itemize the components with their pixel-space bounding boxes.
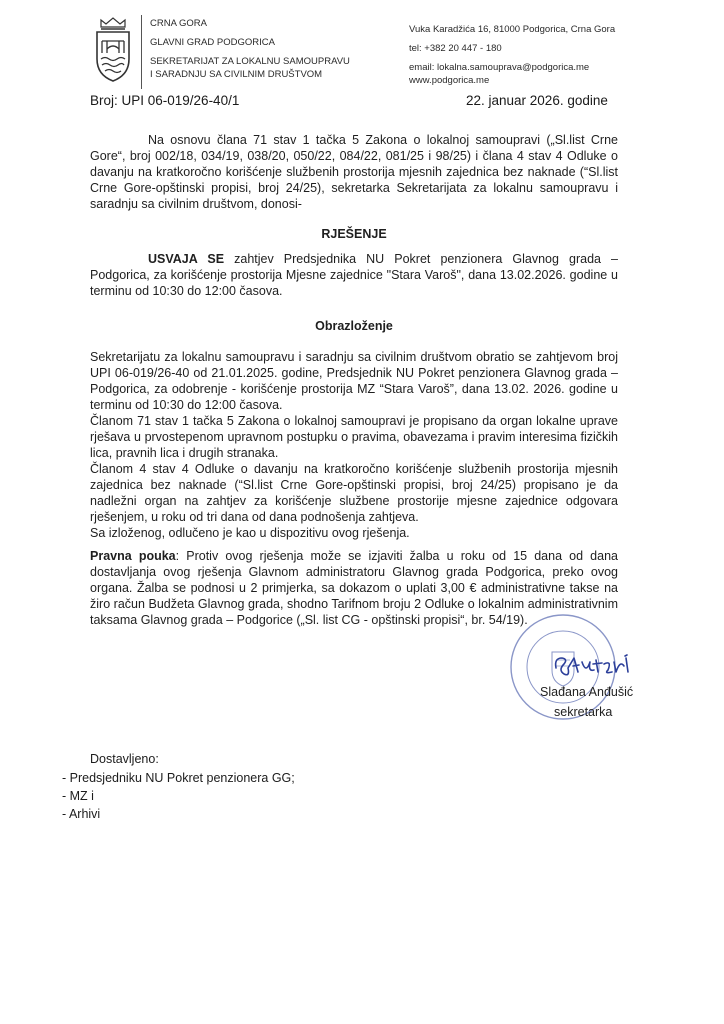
decision-lead: USVAJA SE xyxy=(148,252,225,266)
delivery-item: - Predsjedniku NU Pokret penzionera GG; xyxy=(62,771,295,785)
coat-of-arms-logo xyxy=(93,17,133,83)
document-date: 22. januar 2026. godine xyxy=(466,93,608,108)
issuer-line: GLAVNI GRAD PODGORICA xyxy=(150,37,275,48)
delivery-list xyxy=(62,770,295,822)
delivery-item: - MZ i xyxy=(62,789,94,803)
issuer-line: SEKRETARIJAT ZA LOKALNU SAMOUPRAVU xyxy=(150,56,350,67)
intro-paragraph: Na osnovu člana 71 stav 1 tačka 5 Zakona o lokalnoj samoupravi („Sl.list Crne Gore“, broj 002/18, 034/19, 038/20, 050/22, 084/22, 081/25 i 98/25) i člana 4 stav 4 Odluke o davanju na kratkoročno korišćenje službenih prostorija mjesnih zajednica bez naknade (“Sl.list Crne Gore-opštinski propisi, broj 24/25), sekretarka Sekretarijata za lokalnu samoupravu i saradnju sa civilnim društvom, donosi- xyxy=(90,133,618,211)
contact-block xyxy=(409,23,615,88)
website-text: www.podgorica.me xyxy=(409,75,490,86)
phone-text: tel: +382 20 447 - 180 xyxy=(409,43,502,54)
decision-text: zahtjev Predsjednika NU Pokret penzionera Glavnog grada – Podgorica, za korišćenje prostorija Mjesne zajednice "Stara Varoš", dana 13.02.2026. godine u terminu od 10:30 do 12:00 časova. xyxy=(90,252,618,298)
email-text: email: lokalna.samouprava@podgorica.me xyxy=(409,62,590,73)
reasoning-paragraph: Članom 71 stav 1 tačka 5 Zakona o lokalnoj samoupravi je propisano da organ lokalne uprave rješava u prvostepenom upravnom postupku o pravima, obavezama i pravim interesima fizičkih lica, pravnih lica i drugih stranaka. xyxy=(90,414,618,460)
decision-title-text: RJEŠENJE xyxy=(321,227,387,241)
address-text: Vuka Karadžića 16, 81000 Podgorica, Crna Gora xyxy=(409,24,616,35)
decision-paragraph xyxy=(90,251,618,299)
issuer-line: CRNA GORA xyxy=(150,18,208,29)
reasoning-title xyxy=(90,318,618,334)
delivery-item: - Arhivi xyxy=(62,807,101,821)
decision-title xyxy=(90,226,618,242)
reasoning-title-text: Obrazloženje xyxy=(315,319,393,333)
header-divider xyxy=(141,15,142,89)
legal-remedy-text: : Protiv ovog rješenja može se izjaviti žalba u roku od 15 dana od dana dostavljanja ovog rješenja Glavnom administratoru Glavnog grada Podgorica, preko ovog organa. Žalba se podnosi u 2 primjerka, sa dokazom o uplati 3,00 € administrativne takse na žiro račun Budžeta Glavnog grada, shodno Tarifnom broju 2 Odluke o lokalnim administrativnim taksama Glavnog grada – Podgorice („Sl. list CG - opštinski propisi“, br. 54/19). xyxy=(90,549,618,627)
handwritten-signature xyxy=(552,650,638,680)
reasoning-paragraph: Sa izloženog, odlučeno je kao u dispozitivu ovog rješenja. xyxy=(90,526,410,540)
reference-number: Broj: UPI 06-019/26-40/1 xyxy=(90,93,240,108)
reasoning-paragraph: Sekretarijatu za lokalnu samoupravu i saradnju sa civilnim društvom obratio se zahtjevom broj UPI 06-019/26-40 od 21.01.2025. godine, Predsjednik NU Pokret penzionera Glavnog grada – Podgorica, za odobrenje - korišćenje prostorija MZ “Stara Varoš”, dana 13.02. 2026. godine u terminu od 10:30 do 12:00 časova. xyxy=(90,350,618,412)
signatory-role: sekretarka xyxy=(554,705,613,719)
legal-remedy-lead: Pravna pouka xyxy=(90,549,176,563)
reasoning-body xyxy=(90,349,618,541)
reasoning-paragraph: Članom 4 stav 4 Odluke o davanju na kratkoročno korišćenje službenih prostorija mjesnih zajednica bez naknade (“Sl.list Crne Gore-opštinski propisi, broj 24/25) propisano je da nadležni organ na zahtjev za korišćenje službene prostorije mjesne zajednice odgovara rješenjem, u roku od tri dana od dana podnošenja zahtjeva. xyxy=(90,462,618,524)
delivery-title: Dostavljeno: xyxy=(90,752,159,766)
signatory-name: Slađana Anđušić xyxy=(540,685,634,699)
issuer-line: I SARADNJU SA CIVILNIM DRUŠTVOM xyxy=(150,69,323,80)
issuer-block xyxy=(150,17,350,82)
